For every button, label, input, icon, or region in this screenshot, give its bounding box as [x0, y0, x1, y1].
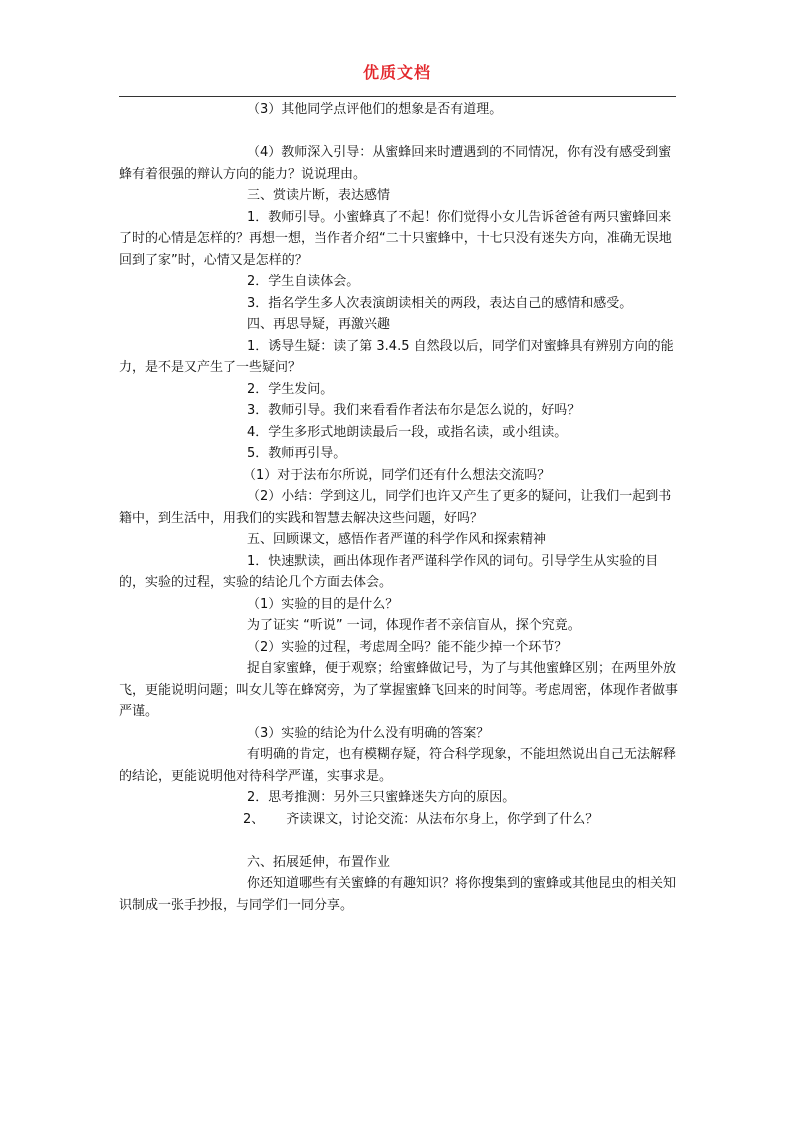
section-heading: 六、拓展延伸，布置作业 [247, 854, 391, 870]
paragraph: （1）对于法布尔所说，同学们还有什么想法交流吗？ [243, 467, 551, 483]
paragraph: 2．学生发问。 [247, 381, 334, 397]
paragraph: 2．思考推测：另外三只蜜蜂迷失方向的原因。 [247, 790, 516, 805]
paragraph: 3．指名学生多人次表演朗读相关的两段，表达自己的感情和感受。 [247, 295, 633, 311]
paragraph: （3）其他同学点评他们的想象是否有道理。 [247, 102, 503, 117]
paragraph: 1．快速默读，画出体现作者严谨科学作风的词句。引导学生从实验的目的，实验的过程，实验的结论几个方面去体会。 [119, 553, 659, 590]
paragraph: 捉自家蜜蜂，便于观察；给蜜蜂做记号，为了与其他蜜蜂区别；在两里外放飞，更能说明问题；叫女儿等在蜂窝旁，为了掌握蜜蜂飞回来的时间等。考虑周密，体现作者做事严谨。 [119, 661, 679, 719]
paragraph [119, 809, 679, 831]
paragraph: （2）实验的过程，考虑周全吗？能不能少掉一个环节？ [247, 639, 568, 655]
paragraph: （4）教师深入引导：从蜜蜂回来时遭遇到的不同情况，你有没有感受到蜜蜂有着很强的辩认方向的能力？说说理由。 [119, 145, 672, 182]
header-divider [119, 96, 676, 97]
section-heading: 五、回顾课文，感悟作者严谨的科学作风和探索精神 [247, 532, 547, 547]
blank-line [119, 121, 679, 143]
paragraph: 4．学生多形式地朗读最后一段，或指名读，或小组读。 [247, 424, 568, 440]
paragraph: 2．学生自读体会。 [247, 274, 360, 289]
page-header-title: 优质文档 [362, 63, 431, 82]
paragraph: 1．诱导生疑：读了第 3.4.5 自然段以后，同学们对蜜蜂具有辨别方向的能力，是不是又产生了一些疑问？ [119, 338, 674, 375]
list-number: 2、 [243, 811, 265, 827]
paragraph: 你还知道哪些有关蜜蜂的有趣知识？将你搜集到的蜜蜂或其他昆虫的相关知识制成一张手抄报，与同学们一同分享。 [119, 876, 677, 913]
paragraph: 5．教师再引导。 [247, 446, 347, 461]
paragraph: （3）实验的结论为什么没有明确的答案？ [247, 725, 490, 741]
paragraph: 有明确的肯定，也有模糊存疑，符合科学现象，不能坦然说出自己无法解释的结论，更能说明他对待科学严谨，实事求是。 [119, 747, 677, 784]
paragraph: 3．教师引导。我们来看看作者法布尔是怎么说的，好吗？ [247, 403, 581, 418]
document-body [119, 99, 679, 916]
paragraph-text: 齐读课文，讨论交流：从法布尔身上，你学到了什么？ [286, 811, 599, 827]
paragraph: （2）小结：学到这儿，同学们也许又产生了更多的疑问，让我们一起到书籍中，到生活中，用我们的实践和智慧去解决这些问题，好吗？ [119, 489, 672, 526]
paragraph: 1．教师引导。小蜜蜂真了不起！你们觉得小女儿告诉爸爸有两只蜜蜂回来了时的心情是怎样的？再想一想，当作者介绍“二十只蜜蜂中，十七只没有迷失方向，准确无误地回到了家”时，心情又是怎样的？ [119, 209, 672, 268]
paragraph: 为了证实 “听说” 一词，体现作者不亲信盲从，探个究竟。 [247, 618, 581, 633]
section-heading: 四、再思导疑，再激兴趣 [247, 317, 391, 332]
paragraph: （1）实验的目的是什么？ [247, 596, 399, 612]
section-heading: 三、赏读片断，表达感情 [247, 188, 391, 203]
blank-line [119, 830, 679, 852]
